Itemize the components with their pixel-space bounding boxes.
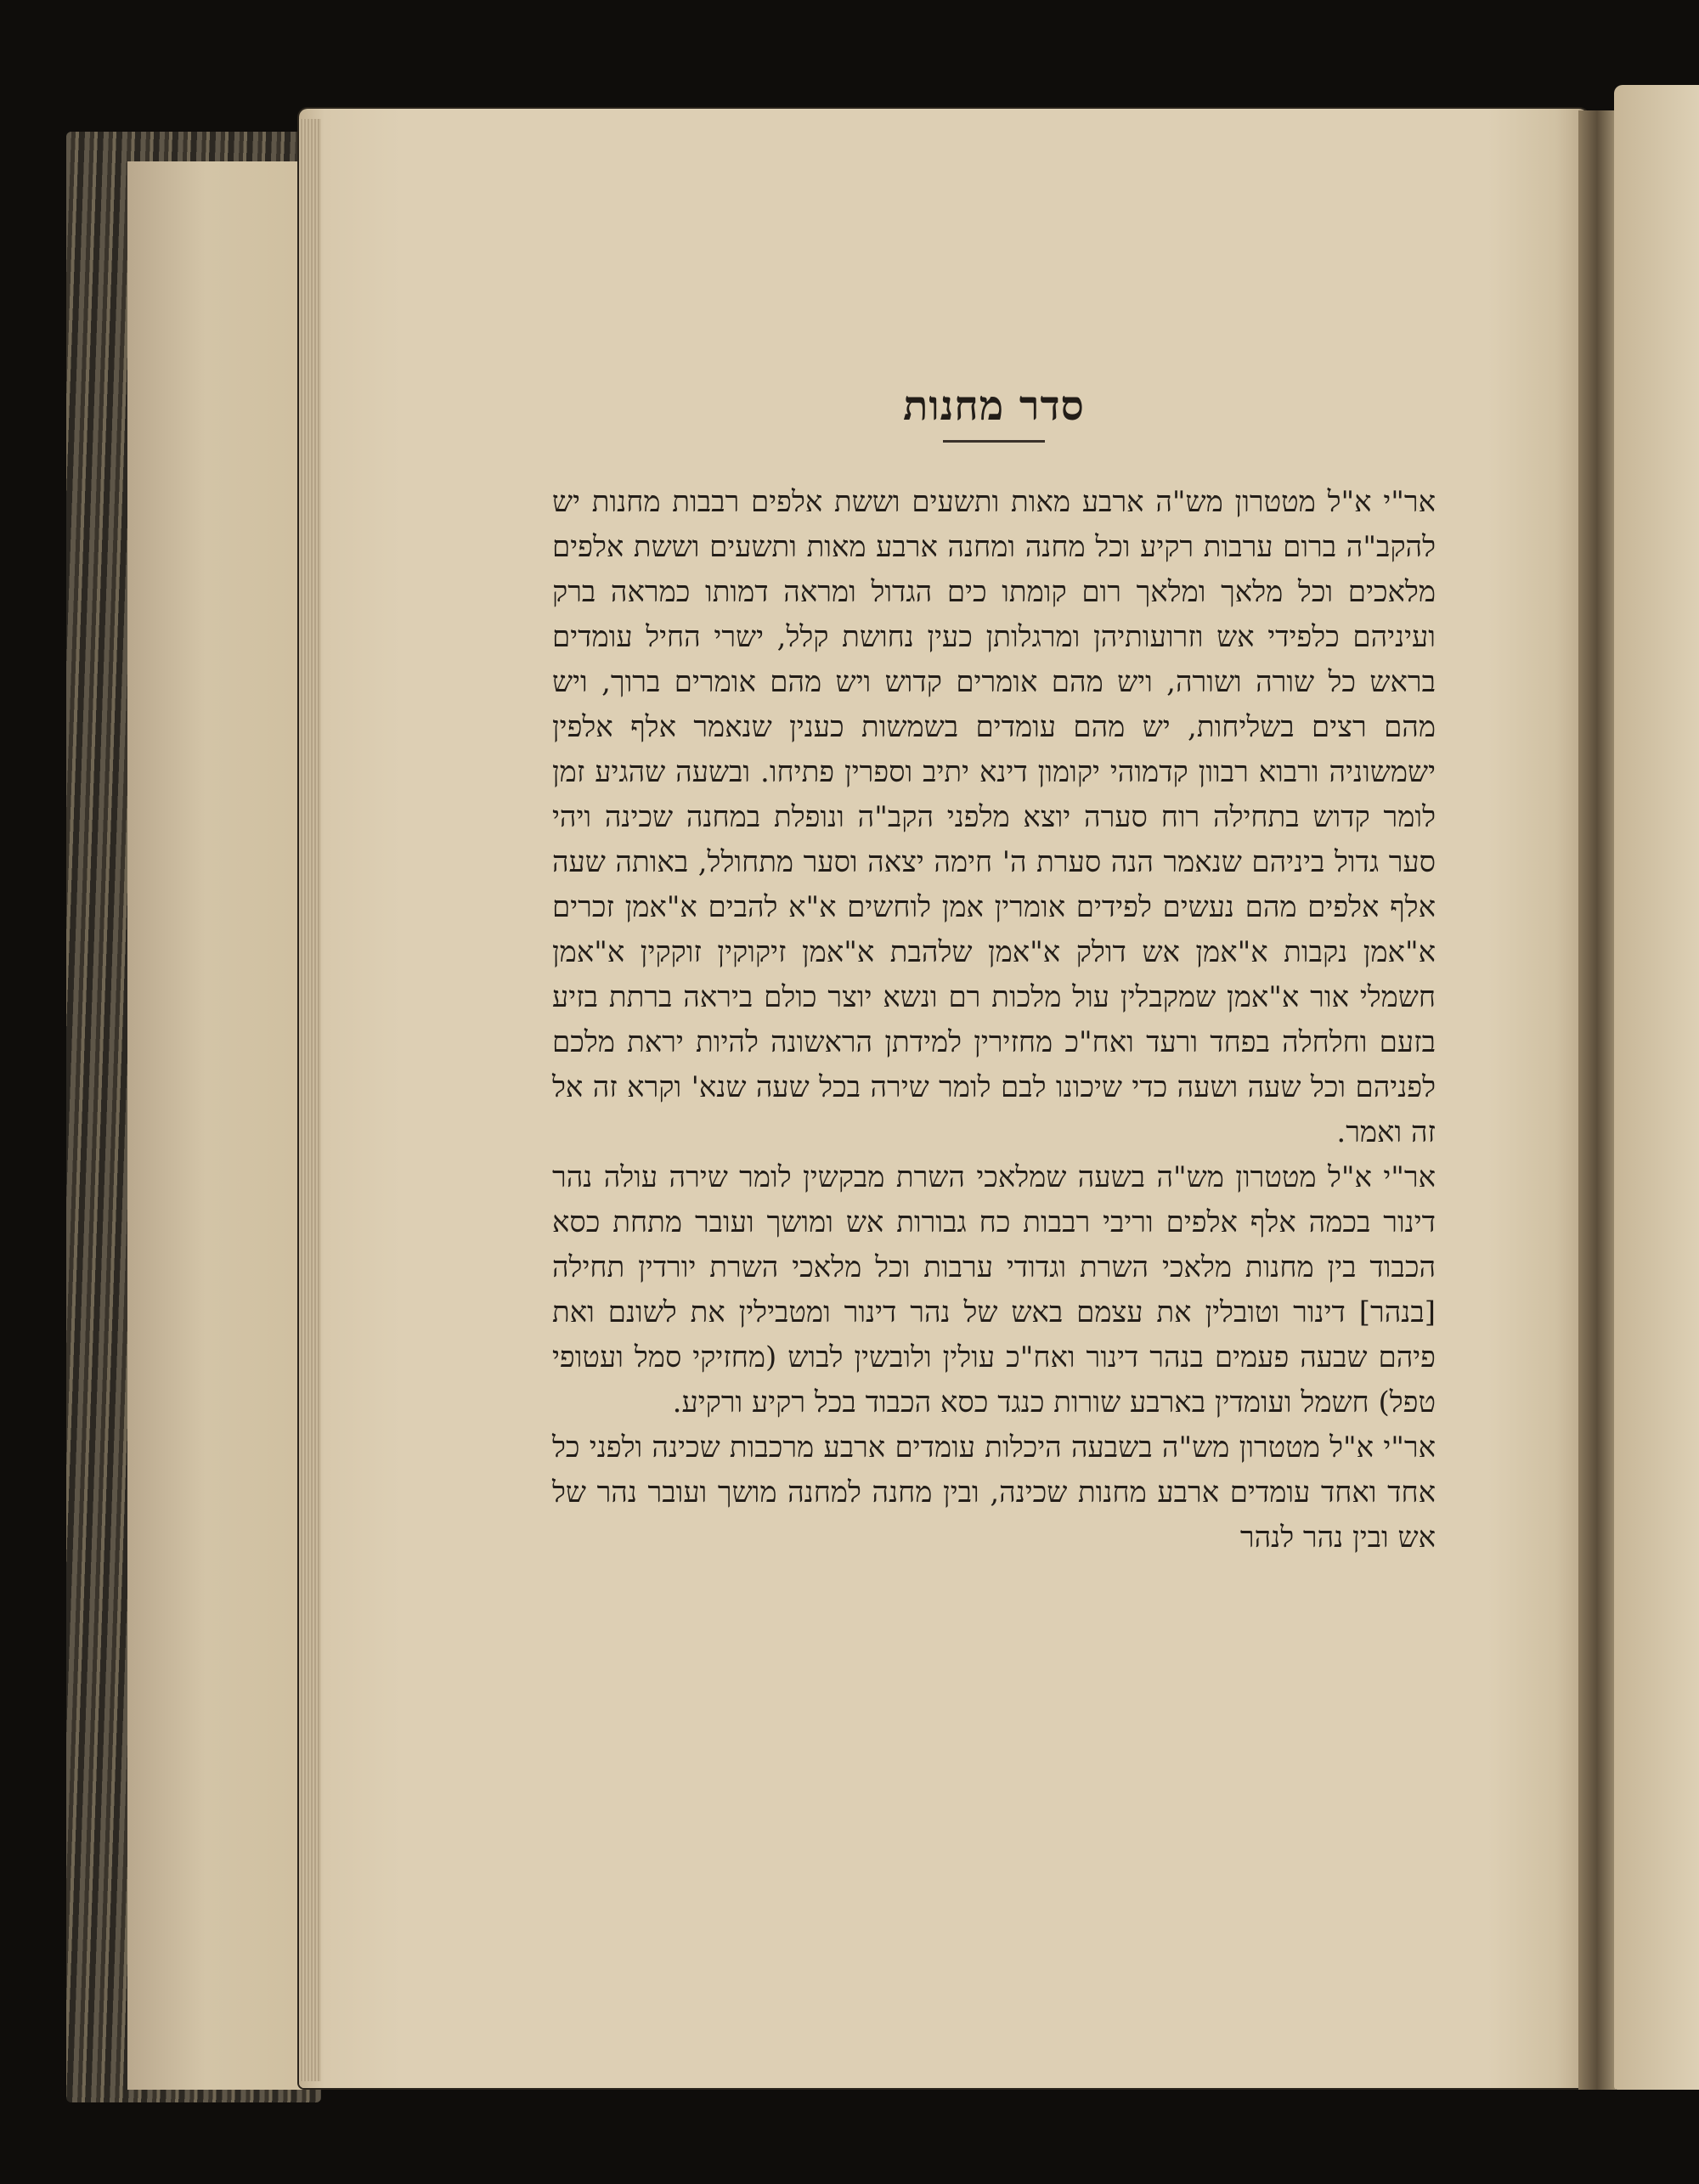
paragraph-1: אר"י א"ל מטטרון מש"ה ארבע מאות ותשעים וששת אלפים רבבות מחנות יש להקב"ה ברום ערבות רקיע וכל מחנה ומחנה ארבע מאות ותשעים וששת אלפים מלאכים וכל מלאך ומלאך רום קומתו כים הגדול ומראה דמותו כמראה ברק ועיניהם כלפידי אש וזרועותיהן ומרגלותן כעין נחושת קלל, ישרי החיל עומדים בראש כל שורה ושורה, ויש מהם אומרים קדוש ויש מהם אומרים ברוך, ויש מהם רצים בשליחות, יש מהם עומדים בשמשות כענין שנאמר אלף אלפין ישמשוניה ורבוא רבוון קדמוהי יקומון דינא יתיב וספרין פתיחו. ובשעה שהגיע זמן לומר קדוש בתחילה רוח סערה יוצא מלפני הקב"ה ונופלת במחנה שכינה ויהי סער גדול ביניהם שנאמר הנה סערת ה' חימה יצאה וסער מתחולל, באותה שעה אלף אלפים מהם נעשים לפידים אומרין אמן לוחשים א"א להבים א"אמן זכרים א"אמן נקבות א"אמן אש דולק א"אמן שלהבת א"אמן זיקוקין זוקקין א"אמן חשמלי אור א"אמן שמקבלין עול מלכות רם ונשא יוצר כולם ביראה ברתת בזיע בזעם וחלחלה בפחד ורעד ואח"כ מחזירין למידתן הראשונה להיות יראת מלכם לפניהם וכל שעה ושעה כדי שיכונו לבם לומר שירה בכל שעה שנא' וקרא זה אל זה ואמר. xyxy=(552,485,1436,1149)
book-gutter xyxy=(1578,110,1616,2090)
page-edges xyxy=(299,119,321,2081)
title-rule xyxy=(943,440,1045,443)
facing-page-edge xyxy=(1614,85,1699,2090)
page-title: סדר מחנות xyxy=(903,382,1085,430)
flyleaf xyxy=(127,161,323,2090)
page-content xyxy=(552,382,1436,1560)
paragraph-3: אר"י א"ל מטטרון מש"ה בשבעה היכלות עומדים ארבע מרכבות שכינה ולפני כל אחד ואחד עומדים ארבע מחנות שכינה, ובין מחנה למחנה מושך ועובר נהר של אש ובין נהר לנהר xyxy=(552,1431,1436,1555)
paragraph-2: אר"י א"ל מטטרון מש"ה בשעה שמלאכי השרת מבקשין לומר שירה עולה נהר דינור בכמה אלף אלפים וריבי רבבות כח גבורות אש ומושך ועובר מתחת כסא הכבוד בין מחנות מלאכי השרת וגדודי ערבות וכל מלאכי השרת יורדין תחילה [בנהר] דינור וטובלין את עצמם באש של נהר דינור ומטבילין את לשונם ואת פיהם שבעה פעמים בנהר דינור ואח"כ עולין ולובשין לבוש (מחזיקי סמל ועטופי טפל) חשמל ועומדין בארבע שורות כנגד כסא הכבוד בכל רקיע ורקיע. xyxy=(552,1160,1436,1419)
